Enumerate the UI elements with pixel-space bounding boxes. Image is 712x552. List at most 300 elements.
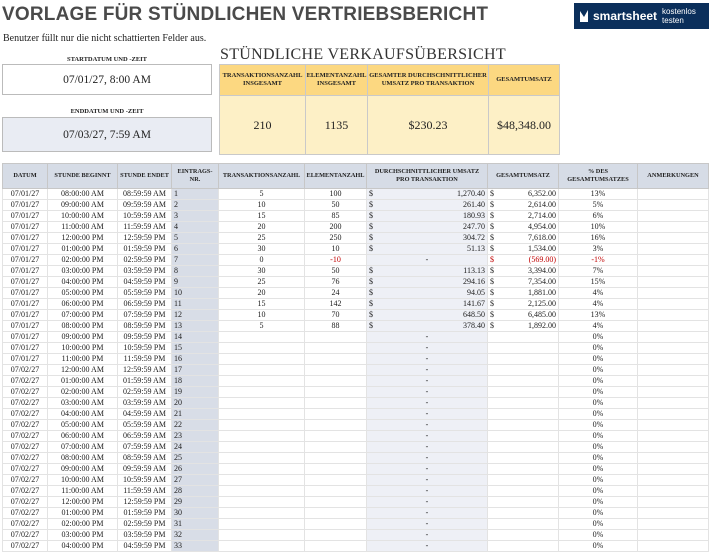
elements-cell[interactable]: [305, 541, 367, 552]
date-cell: 07/01/27: [3, 222, 48, 233]
hour-end-cell: 03:59:59 PM: [118, 266, 172, 277]
notes-cell[interactable]: [638, 288, 709, 299]
entry-no-cell: 23: [172, 431, 219, 442]
entry-no-cell: 10: [172, 288, 219, 299]
total-cell: [488, 233, 559, 244]
notes-cell[interactable]: [638, 255, 709, 266]
hour-start-cell: 03:00:00 AM: [48, 398, 118, 409]
date-cell: 07/02/27: [3, 475, 48, 486]
average-cell: [367, 288, 488, 299]
hour-start-cell: 01:00:00 AM: [48, 376, 118, 387]
transactions-cell[interactable]: [219, 398, 305, 409]
notes-cell[interactable]: [638, 464, 709, 475]
table-row: [3, 508, 709, 519]
notes-cell[interactable]: [638, 442, 709, 453]
transactions-cell[interactable]: 5: [219, 189, 305, 200]
notes-cell[interactable]: [638, 431, 709, 442]
end-datetime-label: ENDDATUM UND -ZEIT: [70, 108, 144, 115]
percent-cell: 0%: [559, 376, 638, 387]
elements-cell[interactable]: [305, 409, 367, 420]
total-cell: [488, 431, 559, 442]
table-row: [3, 376, 709, 387]
entry-no-cell: 14: [172, 332, 219, 343]
average-value: 1,270.40: [457, 189, 485, 198]
notes-cell[interactable]: [638, 387, 709, 398]
hour-end-cell: 01:59:59 PM: [118, 508, 172, 519]
percent-cell: 0%: [559, 387, 638, 398]
currency-symbol: $: [490, 200, 494, 209]
entry-no-cell: 31: [172, 519, 219, 530]
hour-end-cell: 07:59:59 AM: [118, 442, 172, 453]
hour-end-cell: 04:59:59 AM: [118, 409, 172, 420]
elements-cell[interactable]: 50: [305, 200, 367, 211]
notes-cell[interactable]: [638, 508, 709, 519]
transactions-cell[interactable]: [219, 497, 305, 508]
transactions-cell[interactable]: 25: [219, 277, 305, 288]
date-cell: 07/01/27: [3, 299, 48, 310]
table-row: [3, 442, 709, 453]
date-cell: 07/01/27: [3, 332, 48, 343]
average-cell: -: [367, 541, 488, 552]
notes-cell[interactable]: [638, 354, 709, 365]
entry-no-cell: 29: [172, 497, 219, 508]
notes-cell[interactable]: [638, 200, 709, 211]
elements-cell[interactable]: 24: [305, 288, 367, 299]
entry-no-cell: 8: [172, 266, 219, 277]
summary-value-total: $48,348.00: [489, 96, 560, 155]
average-value: 648.50: [463, 310, 485, 319]
average-cell: [367, 200, 488, 211]
percent-cell: 15%: [559, 277, 638, 288]
currency-symbol: $: [490, 266, 494, 275]
hour-end-cell: 08:59:59 PM: [118, 321, 172, 332]
total-value: 2,614.00: [528, 200, 556, 209]
currency-symbol: $: [490, 277, 494, 286]
table-row: [3, 486, 709, 497]
table-row: [3, 266, 709, 277]
hour-end-cell: 04:59:59 PM: [118, 541, 172, 552]
average-value: 94.05: [467, 288, 485, 297]
date-cell: 07/02/27: [3, 530, 48, 541]
start-datetime-label: STARTDATUM UND -ZEIT: [66, 56, 148, 63]
summary-header-elements: ELEMENTANZAHL INSGESAMT: [306, 65, 368, 96]
hour-start-cell: 05:00:00 AM: [48, 420, 118, 431]
col-header-elements: ELEMENTANZAHL: [305, 164, 367, 189]
average-cell: -: [367, 398, 488, 409]
transactions-cell[interactable]: 5: [219, 321, 305, 332]
transactions-cell[interactable]: [219, 365, 305, 376]
percent-cell: 7%: [559, 266, 638, 277]
entry-no-cell: 25: [172, 453, 219, 464]
currency-symbol: $: [490, 310, 494, 319]
average-cell: -: [367, 497, 488, 508]
hour-end-cell: 05:59:59 PM: [118, 288, 172, 299]
notes-cell[interactable]: [638, 453, 709, 464]
date-cell: 07/02/27: [3, 387, 48, 398]
percent-cell: 0%: [559, 541, 638, 552]
entry-no-cell: 11: [172, 299, 219, 310]
total-value: 1,881.00: [528, 288, 556, 297]
notes-cell[interactable]: [638, 376, 709, 387]
hour-start-cell: 01:00:00 PM: [48, 508, 118, 519]
transactions-cell[interactable]: 10: [219, 200, 305, 211]
date-cell: 07/02/27: [3, 508, 48, 519]
col-header-transactions: TRANSAKTIONSANZAHL: [219, 164, 305, 189]
transactions-cell[interactable]: 10: [219, 310, 305, 321]
total-cell: [488, 189, 559, 200]
average-value: 378.40: [463, 321, 485, 330]
percent-cell: 3%: [559, 244, 638, 255]
entry-no-cell: 4: [172, 222, 219, 233]
notes-cell[interactable]: [638, 475, 709, 486]
hour-end-cell: 09:59:59 PM: [118, 332, 172, 343]
date-cell: 07/02/27: [3, 431, 48, 442]
summary-title: STÜNDLICHE VERKAUFSÜBERSICHT: [220, 46, 506, 63]
total-cell: [488, 453, 559, 464]
notes-cell[interactable]: [638, 420, 709, 431]
elements-cell[interactable]: 70: [305, 310, 367, 321]
notes-cell[interactable]: [638, 332, 709, 343]
hour-start-cell: 04:00:00 PM: [48, 277, 118, 288]
elements-cell[interactable]: [305, 519, 367, 530]
elements-cell[interactable]: [305, 387, 367, 398]
table-row: [3, 200, 709, 211]
total-cell: [488, 376, 559, 387]
currency-symbol: $: [490, 233, 494, 242]
elements-cell[interactable]: 10: [305, 244, 367, 255]
notes-cell[interactable]: [638, 244, 709, 255]
summary-header-average: GESAMTER DURCHSCHNITTLICHER UMSATZ PRO TRANSAKTION: [368, 65, 489, 96]
average-value: 261.40: [463, 200, 485, 209]
average-cell: -: [367, 255, 488, 266]
hour-end-cell: 09:59:59 AM: [118, 464, 172, 475]
average-value: 141.67: [463, 299, 485, 308]
elements-cell[interactable]: 50: [305, 266, 367, 277]
notes-cell[interactable]: [638, 541, 709, 552]
entry-no-cell: 5: [172, 233, 219, 244]
hour-start-cell: 06:00:00 PM: [48, 299, 118, 310]
currency-symbol: $: [369, 211, 373, 220]
entry-no-cell: 20: [172, 398, 219, 409]
page-title: VORLAGE FÜR STÜNDLICHEN VERTRIEBSBERICHT: [2, 4, 489, 25]
elements-cell[interactable]: [305, 332, 367, 343]
hour-start-cell: 02:00:00 AM: [48, 387, 118, 398]
transactions-cell[interactable]: [219, 442, 305, 453]
average-cell: [367, 321, 488, 332]
transactions-cell[interactable]: 25: [219, 233, 305, 244]
notes-cell[interactable]: [638, 189, 709, 200]
elements-cell[interactable]: 142: [305, 299, 367, 310]
hour-end-cell: 06:59:59 PM: [118, 299, 172, 310]
date-cell: 07/01/27: [3, 211, 48, 222]
summary-table: [219, 64, 560, 155]
hour-end-cell: 12:59:59 AM: [118, 365, 172, 376]
percent-cell: 0%: [559, 343, 638, 354]
hour-end-cell: 11:59:59 AM: [118, 222, 172, 233]
total-cell: [488, 475, 559, 486]
elements-cell[interactable]: [305, 508, 367, 519]
elements-cell[interactable]: [305, 376, 367, 387]
notes-cell[interactable]: [638, 299, 709, 310]
transactions-cell[interactable]: 30: [219, 266, 305, 277]
percent-cell: 0%: [559, 453, 638, 464]
transactions-cell[interactable]: [219, 464, 305, 475]
transactions-cell[interactable]: [219, 376, 305, 387]
hour-start-cell: 11:00:00 AM: [48, 486, 118, 497]
hour-end-cell: 10:59:59 AM: [118, 475, 172, 486]
table-row: [3, 277, 709, 288]
total-value: 6,485.00: [528, 310, 556, 319]
notes-cell[interactable]: [638, 409, 709, 420]
elements-cell[interactable]: [305, 453, 367, 464]
average-cell: -: [367, 354, 488, 365]
hour-end-cell: 10:59:59 PM: [118, 343, 172, 354]
date-cell: 07/02/27: [3, 442, 48, 453]
date-cell: 07/01/27: [3, 266, 48, 277]
transactions-cell[interactable]: [219, 354, 305, 365]
elements-cell[interactable]: [305, 486, 367, 497]
summary-header-total: GESAMTUMSATZ: [489, 65, 560, 96]
date-cell: 07/02/27: [3, 497, 48, 508]
total-cell: [488, 398, 559, 409]
notes-cell[interactable]: [638, 343, 709, 354]
currency-symbol: $: [369, 321, 373, 330]
transactions-cell[interactable]: [219, 530, 305, 541]
table-row: [3, 244, 709, 255]
hour-start-cell: 02:00:00 PM: [48, 519, 118, 530]
hour-start-cell: 02:00:00 PM: [48, 255, 118, 266]
elements-cell[interactable]: [305, 431, 367, 442]
entry-no-cell: 7: [172, 255, 219, 266]
hour-start-cell: 05:00:00 PM: [48, 288, 118, 299]
average-cell: -: [367, 420, 488, 431]
transactions-cell[interactable]: 20: [219, 288, 305, 299]
elements-cell[interactable]: 85: [305, 211, 367, 222]
notes-cell[interactable]: [638, 365, 709, 376]
smartsheet-trial-button[interactable]: [574, 3, 709, 29]
total-cell: [488, 332, 559, 343]
elements-cell[interactable]: [305, 420, 367, 431]
currency-symbol: $: [369, 222, 373, 231]
notes-cell[interactable]: [638, 310, 709, 321]
notes-cell[interactable]: [638, 211, 709, 222]
hour-start-cell: 12:00:00 PM: [48, 233, 118, 244]
entry-no-cell: 12: [172, 310, 219, 321]
transactions-cell[interactable]: [219, 420, 305, 431]
col-header-percent: % DES GESAMTUMSATZES: [559, 164, 638, 189]
total-value: 7,618.00: [528, 233, 556, 242]
elements-cell[interactable]: [305, 497, 367, 508]
notes-cell[interactable]: [638, 519, 709, 530]
average-cell: -: [367, 453, 488, 464]
percent-cell: 0%: [559, 409, 638, 420]
elements-cell[interactable]: [305, 464, 367, 475]
transactions-cell[interactable]: [219, 431, 305, 442]
total-cell: [488, 244, 559, 255]
notes-cell[interactable]: [638, 530, 709, 541]
average-value: 294.16: [463, 277, 485, 286]
hour-end-cell: 01:59:59 AM: [118, 376, 172, 387]
start-datetime-field[interactable]: 07/01/27, 8:00 AM: [2, 64, 212, 95]
average-value: 304.72: [463, 233, 485, 242]
transactions-cell[interactable]: [219, 332, 305, 343]
table-row: [3, 420, 709, 431]
total-value: 1,534.00: [528, 244, 556, 253]
entry-no-cell: 24: [172, 442, 219, 453]
date-cell: 07/01/27: [3, 189, 48, 200]
date-cell: 07/01/27: [3, 354, 48, 365]
table-row: [3, 233, 709, 244]
table-row: [3, 387, 709, 398]
total-cell: [488, 354, 559, 365]
notes-cell[interactable]: [638, 233, 709, 244]
notes-cell[interactable]: [638, 398, 709, 409]
hour-end-cell: 11:59:59 AM: [118, 486, 172, 497]
average-cell: [367, 310, 488, 321]
smartsheet-logo-icon: [579, 10, 589, 22]
elements-cell[interactable]: 200: [305, 222, 367, 233]
elements-cell[interactable]: 100: [305, 189, 367, 200]
average-cell: -: [367, 475, 488, 486]
elements-cell[interactable]: 88: [305, 321, 367, 332]
col-header-hour-end: STUNDE ENDET: [118, 164, 172, 189]
hour-start-cell: 09:00:00 AM: [48, 200, 118, 211]
currency-symbol: $: [369, 299, 373, 308]
transactions-cell[interactable]: 20: [219, 222, 305, 233]
percent-cell: 0%: [559, 530, 638, 541]
table-row: [3, 354, 709, 365]
currency-symbol: $: [369, 244, 373, 253]
table-row: [3, 409, 709, 420]
total-cell: [488, 497, 559, 508]
hour-end-cell: 10:59:59 AM: [118, 211, 172, 222]
transactions-cell[interactable]: [219, 519, 305, 530]
date-cell: 07/01/27: [3, 321, 48, 332]
total-cell: [488, 508, 559, 519]
transactions-cell[interactable]: [219, 453, 305, 464]
brand-tagline: kostenlos testen: [662, 7, 696, 25]
elements-cell[interactable]: 76: [305, 277, 367, 288]
notes-cell[interactable]: [638, 486, 709, 497]
notes-cell[interactable]: [638, 222, 709, 233]
transactions-cell[interactable]: [219, 486, 305, 497]
transactions-cell[interactable]: [219, 409, 305, 420]
table-row: [3, 332, 709, 343]
table-row: [3, 431, 709, 442]
entry-no-cell: 6: [172, 244, 219, 255]
total-cell: [488, 365, 559, 376]
transactions-cell[interactable]: [219, 343, 305, 354]
col-header-average: DURCHSCHNITTLICHER UMSATZ PRO TRANSAKTION: [367, 164, 488, 189]
entry-no-cell: 3: [172, 211, 219, 222]
transactions-cell[interactable]: [219, 541, 305, 552]
hour-end-cell: 02:59:59 PM: [118, 519, 172, 530]
elements-cell[interactable]: [305, 530, 367, 541]
date-cell: 07/02/27: [3, 464, 48, 475]
elements-cell[interactable]: [305, 365, 367, 376]
total-cell: [488, 442, 559, 453]
entry-no-cell: 1: [172, 189, 219, 200]
percent-cell: 10%: [559, 222, 638, 233]
transactions-cell[interactable]: 0: [219, 255, 305, 266]
notes-cell[interactable]: [638, 321, 709, 332]
hour-end-cell: 11:59:59 PM: [118, 354, 172, 365]
currency-symbol: $: [369, 189, 373, 198]
elements-cell[interactable]: [305, 398, 367, 409]
transactions-cell[interactable]: [219, 475, 305, 486]
date-cell: 07/02/27: [3, 453, 48, 464]
date-cell: 07/01/27: [3, 244, 48, 255]
summary-header-transactions: TRANSAKTIONSANZAHL INSGESAMT: [220, 65, 306, 96]
notes-cell[interactable]: [638, 277, 709, 288]
entry-no-cell: 21: [172, 409, 219, 420]
average-value: 113.13: [463, 266, 485, 275]
hour-end-cell: 04:59:59 PM: [118, 277, 172, 288]
total-value: 7,354.00: [528, 277, 556, 286]
table-row: [3, 541, 709, 552]
average-cell: [367, 189, 488, 200]
hour-end-cell: 03:59:59 PM: [118, 530, 172, 541]
hour-end-cell: 05:59:59 AM: [118, 420, 172, 431]
hour-start-cell: 08:00:00 PM: [48, 321, 118, 332]
table-row: [3, 211, 709, 222]
date-cell: 07/01/27: [3, 277, 48, 288]
entry-no-cell: 2: [172, 200, 219, 211]
average-cell: -: [367, 343, 488, 354]
total-cell: [488, 420, 559, 431]
total-value: 1,892.00: [528, 321, 556, 330]
hour-end-cell: 06:59:59 AM: [118, 431, 172, 442]
hour-start-cell: 10:00:00 PM: [48, 343, 118, 354]
total-cell: [488, 211, 559, 222]
total-value: 2,714.00: [528, 211, 556, 220]
average-value: 51.13: [467, 244, 485, 253]
elements-cell[interactable]: 250: [305, 233, 367, 244]
notes-cell[interactable]: [638, 497, 709, 508]
elements-cell[interactable]: -10: [305, 255, 367, 266]
notes-cell[interactable]: [638, 266, 709, 277]
transactions-cell[interactable]: 15: [219, 211, 305, 222]
hour-end-cell: 02:59:59 PM: [118, 255, 172, 266]
total-cell: [488, 277, 559, 288]
percent-cell: 0%: [559, 519, 638, 530]
hour-start-cell: 11:00:00 PM: [48, 354, 118, 365]
total-cell: [488, 519, 559, 530]
hour-start-cell: 08:00:00 AM: [48, 453, 118, 464]
percent-cell: 4%: [559, 321, 638, 332]
hour-start-cell: 03:00:00 PM: [48, 266, 118, 277]
col-header-date: DATUM: [3, 164, 48, 189]
percent-cell: -1%: [559, 255, 638, 266]
hour-end-cell: 12:59:59 PM: [118, 497, 172, 508]
elements-cell[interactable]: [305, 475, 367, 486]
transactions-cell[interactable]: 30: [219, 244, 305, 255]
currency-symbol: $: [490, 299, 494, 308]
transactions-cell[interactable]: [219, 387, 305, 398]
percent-cell: 4%: [559, 288, 638, 299]
hour-start-cell: 12:00:00 PM: [48, 497, 118, 508]
hour-start-cell: 03:00:00 PM: [48, 530, 118, 541]
table-row: [3, 398, 709, 409]
percent-cell: 6%: [559, 211, 638, 222]
total-cell: [488, 288, 559, 299]
transactions-cell[interactable]: 15: [219, 299, 305, 310]
date-cell: 07/02/27: [3, 365, 48, 376]
transactions-cell[interactable]: [219, 508, 305, 519]
elements-cell[interactable]: [305, 354, 367, 365]
elements-cell[interactable]: [305, 343, 367, 354]
elements-cell[interactable]: [305, 442, 367, 453]
